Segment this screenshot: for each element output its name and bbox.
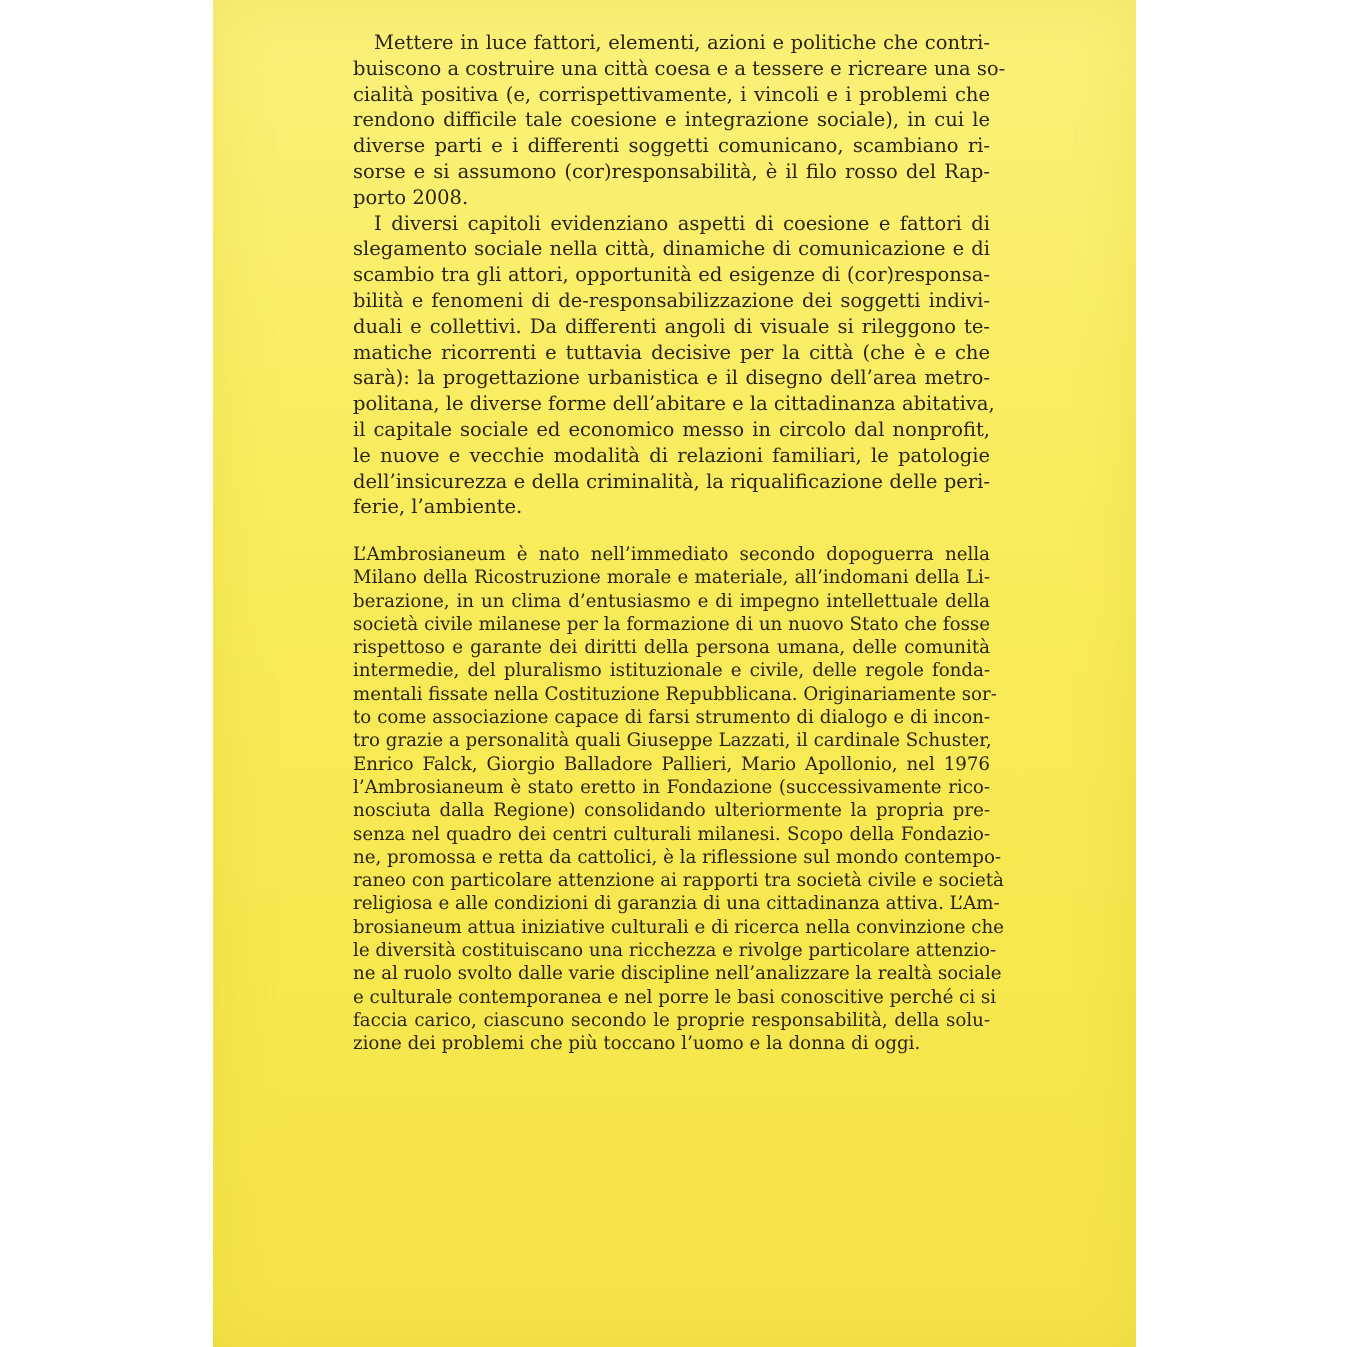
text-line: zione dei problemi che più toccano l’uomo e la donna di oggi. <box>353 1033 921 1055</box>
text-line: Milano della Ricostruzione morale e materiale, all’indomani della Li- <box>353 567 990 589</box>
text-line: mentali fissate nella Costituzione Repubblicana. Originariamente sor- <box>353 683 997 705</box>
text-line: intermedie, del pluralismo istituzionale e civile, delle regole fonda- <box>353 660 990 682</box>
text-line: le diversità costituiscano una ricchezza e rivolge particolare attenzio- <box>353 940 997 962</box>
text-line: rispettoso e garante dei diritti della persona umana, delle comunità <box>353 637 990 659</box>
text-line: to come associazione capace di farsi strumento di dialogo e di incon- <box>353 707 990 729</box>
text-line: buiscono a costruire una città coesa e a tessere e ricreare una so- <box>353 56 1006 80</box>
text-line: brosianeum attua iniziative culturali e di ricerca nella convinzione che <box>353 916 1004 938</box>
text-line: Mettere in luce fattori, elementi, azioni e politiche che contri- <box>374 31 990 54</box>
text-line: porto 2008. <box>353 185 469 209</box>
text-line: sarà): la progettazione urbanistica e il disegno dell’area metro- <box>353 366 990 390</box>
text-line: ne al ruolo svolto dalle varie discipline nell’analizzare la realtà sociale <box>353 963 1002 985</box>
ambrosianeum-text <box>353 543 1004 1056</box>
text-line: Enrico Falck, Giorgio Balladore Pallieri, Mario Apollonio, nel 1976 <box>353 753 990 775</box>
text-line: duali e collettivi. Da differenti angoli di visuale si rileggono te- <box>353 314 990 338</box>
text-line: tro grazie a personalità quali Giuseppe Lazzati, il cardinale Schuster, <box>353 730 992 752</box>
text-line: politana, le diverse forme dell’abitare e la cittadinanza abitativa, <box>353 392 995 416</box>
text-line: ferie, l’ambiente. <box>353 495 523 519</box>
text-line: L’Ambrosianeum è nato nell’immediato secondo dopoguerra nella <box>353 544 990 565</box>
text-line: cialità positiva (e, corrispettivamente, i vincoli e i problemi che <box>353 82 990 106</box>
text-line: le nuove e vecchie modalità di relazioni familiari, le patologie <box>353 443 990 467</box>
ambrosianeum-paragraph <box>353 543 1004 1056</box>
text-line: diverse parti e i differenti soggetti comunicano, scambiano ri- <box>353 134 990 158</box>
intro-text <box>353 30 1006 520</box>
text-line: berazione, in un clima d’entusiasmo e di impegno intellettuale della <box>353 590 990 612</box>
text-line: dell’insicurezza e della criminalità, la riqualificazione delle peri- <box>353 469 990 493</box>
text-line: ne, promossa e retta da cattolici, è la riflessione sul mondo contempo- <box>353 846 1002 868</box>
text-line: il capitale sociale ed economico messo in circolo dal nonprofit, <box>353 417 990 441</box>
text-line: faccia carico, ciascuno secondo le proprie responsabilità, della solu- <box>353 1009 990 1031</box>
text-line: raneo con particolare attenzione ai rapporti tra società civile e società <box>353 870 1004 892</box>
text-line: bilità e fenomeni di de-responsabilizzazione dei soggetti indivi- <box>353 288 990 312</box>
intro-paragraph-2 <box>353 211 995 521</box>
text-line: matiche ricorrenti e tuttavia decisive per la città (che è e che <box>353 340 990 364</box>
text-line: sorse e si assumono (cor)responsabilità, è il filo rosso del Rap- <box>353 159 990 183</box>
text-line: rendono difficile tale coesione e integrazione sociale), in cui le <box>353 108 990 132</box>
text-line: religiosa e alle condizioni di garanzia di una cittadinanza attiva. L’Am- <box>353 893 1000 915</box>
text-line: senza nel quadro dei centri culturali milanesi. Scopo della Fondazio- <box>353 823 990 845</box>
text-line: società civile milanese per la formazione di un nuovo Stato che fosse <box>353 613 990 635</box>
intro-paragraph-1 <box>353 30 1006 211</box>
text-line: l’Ambrosianeum è stato eretto in Fondazione (successivamente rico- <box>353 776 990 798</box>
text-line: nosciuta dalla Regione) consolidando ulteriormente la propria pre- <box>353 800 990 822</box>
text-line: e culturale contemporanea e nel porre le basi conoscitive perché ci si <box>353 986 997 1008</box>
text-line: slegamento sociale nella città, dinamiche di comunicazione e di <box>353 237 990 261</box>
text-line: I diversi capitoli evidenziano aspetti di coesione e fattori di <box>374 211 990 235</box>
text-line: scambio tra gli attori, opportunità ed esigenze di (cor)responsa- <box>353 263 990 287</box>
